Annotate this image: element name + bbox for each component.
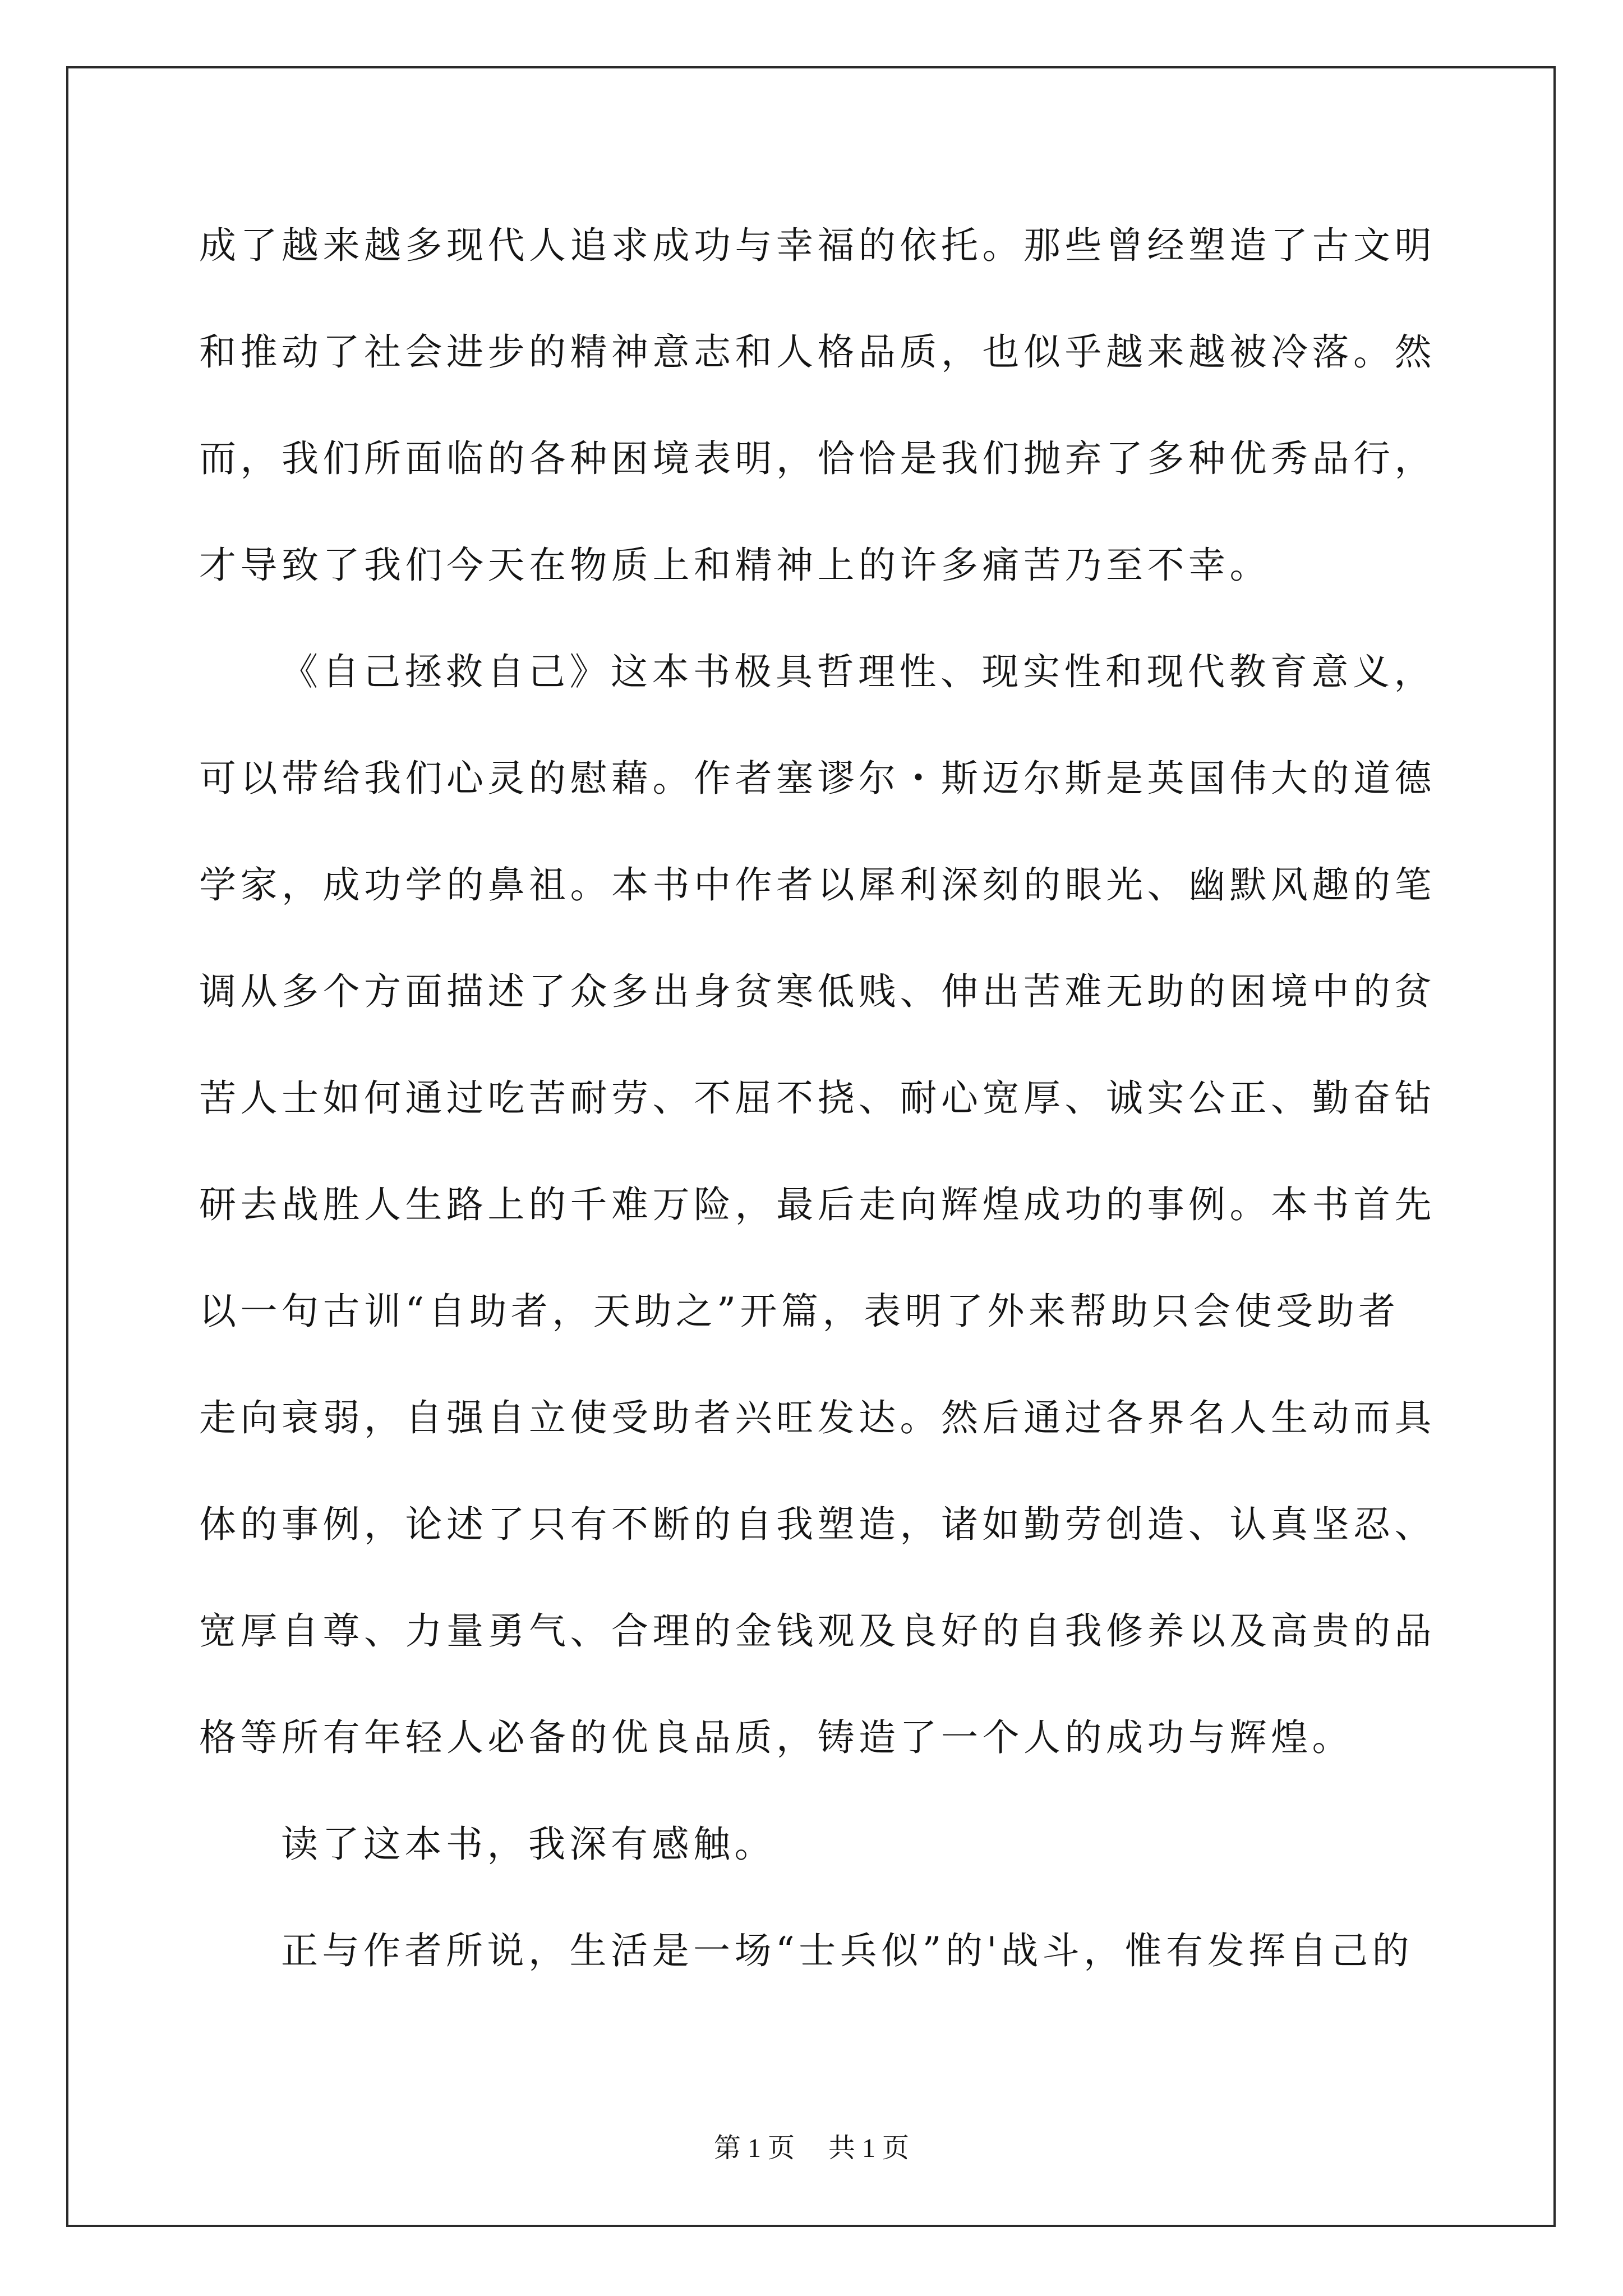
paragraph-start-line: 正与作者所说，生活是一场“士兵似”的'战斗，惟有发挥自己的: [281, 1929, 1414, 1972]
paragraph-start-line: 《自己拯救自己》这本书极具哲理性、现实性和现代教育意义，: [281, 650, 1435, 693]
text-line: 成了越来越多现代人追求成功与幸福的依托。那些曾经塑造了古文明: [199, 224, 1436, 267]
text-line: 调从多个方面描述了众多出身贫寒低贱、伸出苦难无助的困境中的贫: [199, 970, 1436, 1013]
text-line: 研去战胜人生路上的千难万险，最后走向辉煌成功的事例。本书首先: [199, 1183, 1436, 1226]
text-line: 宽厚自尊、力量勇气、合理的金钱观及良好的自我修养以及高贵的品: [199, 1609, 1436, 1653]
text-line: 苦人士如何通过吃苦耐劳、不屈不挠、耐心宽厚、诚实公正、勤奋钻: [199, 1076, 1436, 1120]
text-line: 学家，成功学的鼻祖。本书中作者以犀利深刻的眼光、幽默风趣的笔: [199, 863, 1436, 907]
text-line: 而，我们所面临的各种困境表明，恰恰是我们抛弃了多种优秀品行，: [199, 437, 1436, 480]
page-number-footer: 第 1 页 共 1 页: [713, 2133, 909, 2163]
paragraph-start-line: 读了这本书，我深有感触。: [281, 1823, 776, 1866]
text-line: 格等所有年轻人必备的优良品质，铸造了一个人的成功与辉煌。: [199, 1716, 1353, 1759]
text-line: 以一句古训“自助者，天助之”开篇，表明了外来帮助只会使受助者: [199, 1290, 1400, 1333]
document-body: [199, 212, 1436, 2024]
text-line: 体的事例，论述了只有不断的自我塑造，诸如勤劳创造、认真坚忍、: [199, 1503, 1436, 1546]
text-line: 走向衰弱，自强自立使受助者兴旺发达。然后通过各界名人生动而具: [199, 1396, 1436, 1439]
text-line: 和推动了社会进步的精神意志和人格品质，也似乎越来越被冷落。然: [199, 330, 1436, 374]
text-line: 才导致了我们今天在物质上和精神上的许多痛苦乃至不幸。: [199, 544, 1271, 587]
text-line: 可以带给我们心灵的慰藉。作者塞谬尔・斯迈尔斯是英国伟大的道德: [199, 757, 1436, 800]
